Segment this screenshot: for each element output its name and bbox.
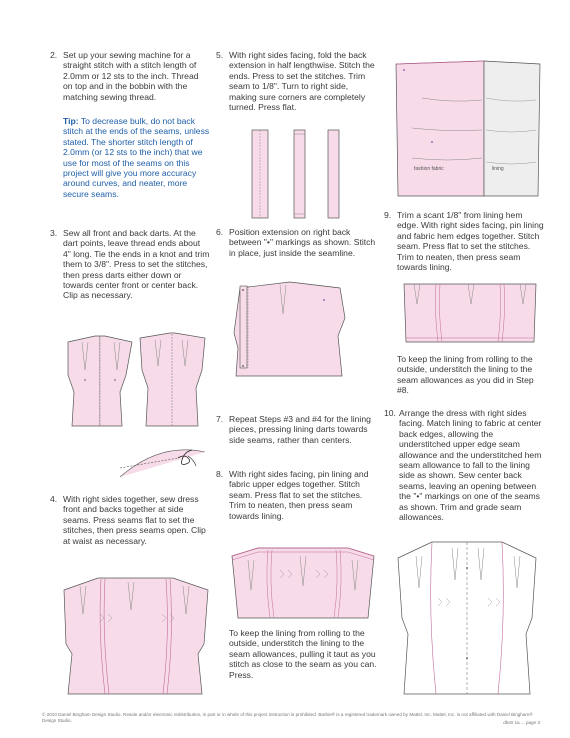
thread-knot-figure [110, 442, 210, 482]
step-number: 5. [216, 50, 224, 60]
step-9-note: To keep the lining from rolling to the outside, understitch the lining to the seam allowances as you did in Step #8. [397, 354, 534, 396]
step-10 [384, 408, 544, 533]
step-text: With right sides together, sew dress front and backs together at side seams. Press seams flat to set the stitches, then press seams open. Clip at waist as necessary. [63, 494, 206, 546]
step-text: Sew all front and back darts. At the dart points, leave thread ends about 4" long. Tie the ends in a knot and trim them to 3/8". Press to set the stitches, then press darts either down or towards center front or center back. Clip as necessary. [63, 228, 210, 301]
lining-label: lining [492, 166, 504, 172]
side-seams-dress-figure [58, 574, 213, 699]
step-text: With right sides facing, pin lining and fabric upper edges together. Stitch seam. Press flat to set the stitches. Trim to neaten, then press seam towards lining. [229, 469, 369, 521]
step-text: Position extension on right back between "•" markings as shown. Stitch in place, just inside the seamline. [229, 227, 376, 258]
copyright-footer: © 2010 Daniel Bingham Design Studio. Resale and/or electronic redistribution, in part or in whole of this project instruction is prohibited. Barbie® is a registered trademark owned by Mattel, Inc. Mattel, Inc. is not affiliated with Daniel Bingham® Design Studio. [42, 712, 533, 723]
step-8 [216, 469, 376, 529]
step-text: Trim a scant 1/8" from lining hem edge. With right sides facing, pin lining and fabric hem edges together. Stitch seam. Press flat to set the stitches. Trim to neaten, then press seam towards lining. [397, 210, 544, 273]
step-number: 9. [384, 210, 392, 220]
step-6 [216, 227, 376, 272]
extension-position-figure [230, 278, 355, 378]
upper-edge-seam-figure [228, 542, 378, 620]
step-9 [384, 210, 544, 273]
step-8-note: To keep the lining from rolling to the outside, understitch the lining to the seam allowances, pulling it taut as you stitch as close to the seam as you can. Press. [229, 628, 377, 680]
back-extension-figure [250, 128, 350, 220]
step-number: 7. [216, 414, 224, 424]
tip-note [63, 116, 211, 199]
fabric-lining-figure [392, 58, 542, 198]
step-text: Arrange the dress with right sides facing. Match lining to fabric at center back edges, allowing the understitched upper edge seam allowance and the understitched hem seam allowance to fall to the lining side as shown. Sew center back seams, leaving an opening between the "•" markings on one of the seams as shown. Trim and grade seam allowances. [399, 408, 542, 523]
step-number: 3. [50, 228, 58, 238]
step-number: 10. [384, 408, 396, 418]
fashion-fabric-label: fashion fabric [414, 166, 444, 172]
step-4 [50, 494, 210, 564]
step-text: Repeat Steps #3 and #4 for the lining pieces, pressing lining darts towards side seams, rather than centers. [229, 414, 371, 445]
page-number: dbs0 1a ... page 3 [503, 720, 540, 725]
tip-text: To decrease bulk, do not back stitch at the ends of the seams, unless stated. The shorter stitch length of 2.0mm (or 12 sts to the inch) that we use for most of the seams on this project will give you more accuracy around curves, and neater, more secure seams. [63, 116, 210, 199]
step-3 [50, 228, 210, 323]
step-number: 2. [50, 50, 58, 60]
step-number: 4. [50, 494, 58, 504]
step-text: With right sides facing, fold the back extension in half lengthwise. Stitch the ends. Press to set the stitches. Trim seam to 1/8". Turn to right side, making sure corners are completely turned. Press flat. [229, 50, 375, 113]
step-number: 6. [216, 227, 224, 237]
hem-seam-figure [400, 280, 540, 345]
tip-label: Tip: [63, 116, 79, 126]
step-2 [50, 50, 210, 105]
step-5 [216, 50, 376, 120]
center-back-seam-figure [392, 538, 542, 698]
step-number: 8. [216, 469, 224, 479]
darts-dress-figure [60, 330, 210, 430]
step-7 [216, 414, 376, 459]
step-text: Set up your sewing machine for a straight stitch with a stitch length of 2.0mm or 12 sts to the inch. Thread on top and in the bobbin with the matching sewing thread. [63, 50, 199, 102]
